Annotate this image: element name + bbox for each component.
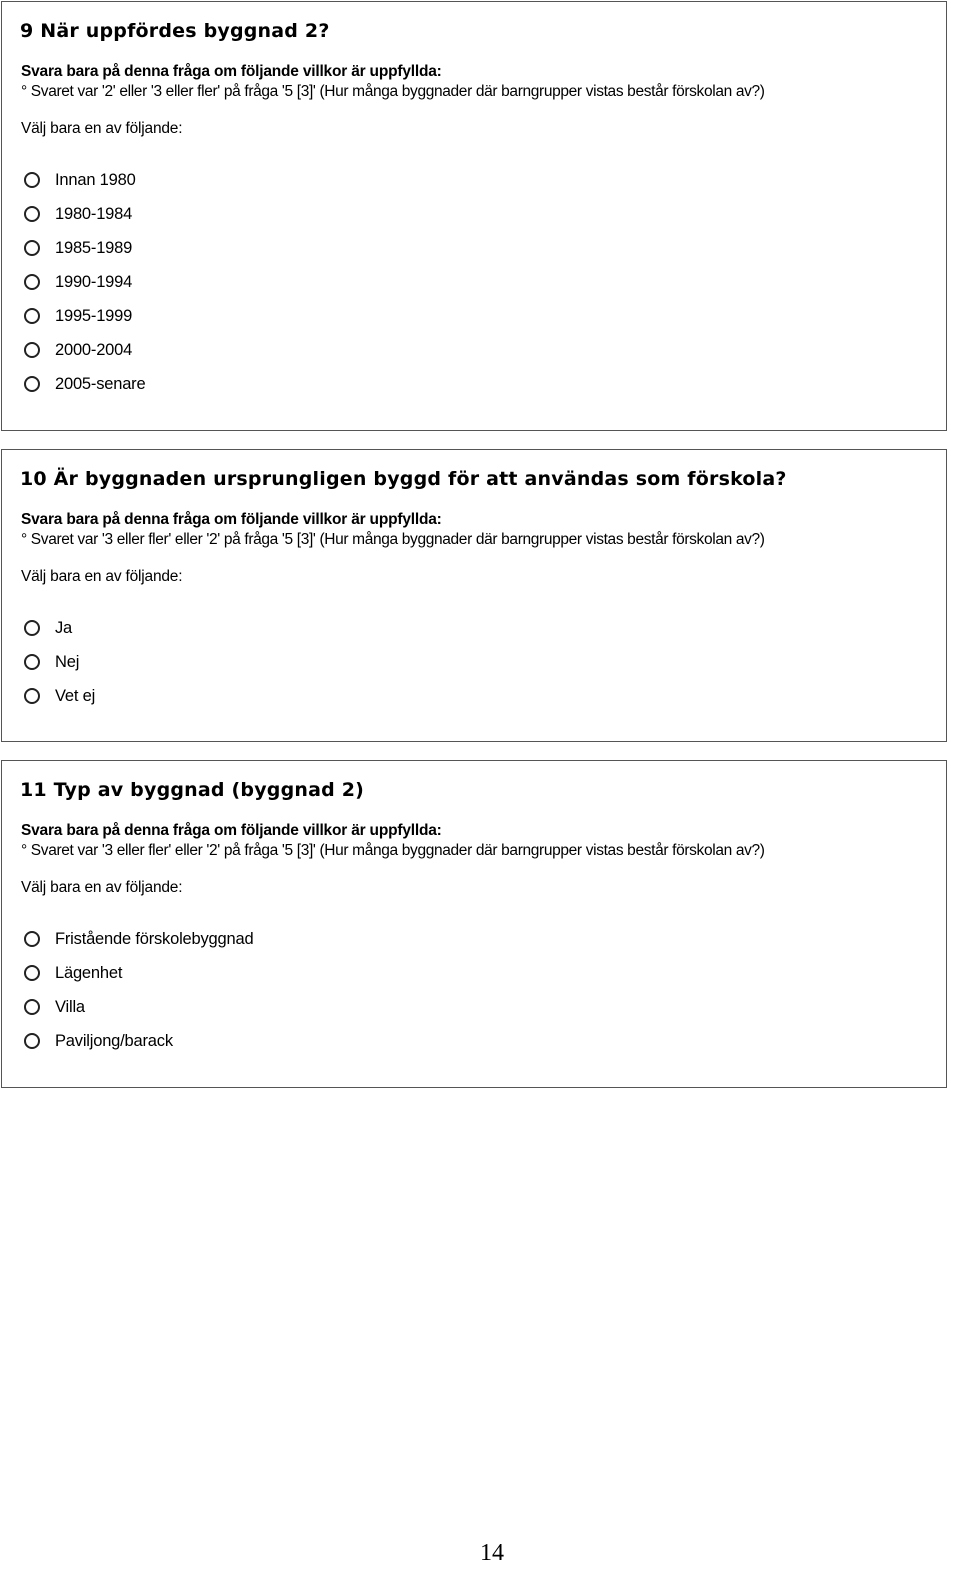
radio-option[interactable] <box>24 197 145 231</box>
radio-option[interactable] <box>24 990 253 1024</box>
question-title: 11 Typ av byggnad (byggnad 2) <box>20 779 365 801</box>
option-label: Paviljong/barack <box>55 1031 173 1050</box>
question-title: 9 När uppfördes byggnad 2? <box>20 20 330 42</box>
radio-option[interactable] <box>24 956 253 990</box>
question-10-box <box>1 449 947 742</box>
condition-text: ° Svaret var '3 eller fler' eller '2' på fråga '5 [3]' (Hur många byggnader där barngrupper vistas består förskolan av?) <box>21 531 765 548</box>
option-list <box>24 922 253 1058</box>
radio-button[interactable] <box>24 274 40 290</box>
instruction-text: Välj bara en av följande: <box>21 568 183 585</box>
condition-heading: Svara bara på denna fråga om följande villkor är uppfyllda: <box>21 63 442 80</box>
option-label: Villa <box>55 997 85 1016</box>
radio-button[interactable] <box>24 240 40 256</box>
page-number: 14 <box>480 1540 504 1566</box>
radio-button[interactable] <box>24 620 40 636</box>
radio-button[interactable] <box>24 342 40 358</box>
condition-heading: Svara bara på denna fråga om följande villkor är uppfyllda: <box>21 822 442 839</box>
option-label: Fristående förskolebyggnad <box>55 929 254 948</box>
question-title: 10 Är byggnaden ursprungligen byggd för att användas som förskola? <box>20 468 787 490</box>
radio-button[interactable] <box>24 688 40 704</box>
option-label: 2005-senare <box>55 374 146 393</box>
radio-option[interactable] <box>24 231 145 265</box>
question-11-box <box>1 760 947 1088</box>
instruction-text: Välj bara en av följande: <box>21 879 183 896</box>
option-label: Innan 1980 <box>55 170 136 189</box>
radio-button[interactable] <box>24 206 40 222</box>
condition-heading: Svara bara på denna fråga om följande villkor är uppfyllda: <box>21 511 442 528</box>
radio-button[interactable] <box>24 965 40 981</box>
radio-option[interactable] <box>24 679 95 713</box>
option-label: 1985-1989 <box>55 238 133 257</box>
radio-option[interactable] <box>24 299 145 333</box>
option-list <box>24 163 145 401</box>
option-label: 1995-1999 <box>55 306 133 325</box>
question-9-box <box>1 1 947 431</box>
option-label: Nej <box>55 652 80 671</box>
option-label: 2000-2004 <box>55 340 133 359</box>
radio-button[interactable] <box>24 999 40 1015</box>
condition-text: ° Svaret var '3 eller fler' eller '2' på fråga '5 [3]' (Hur många byggnader där barngrupper vistas består förskolan av?) <box>21 842 765 859</box>
radio-option[interactable] <box>24 1024 253 1058</box>
instruction-text: Välj bara en av följande: <box>21 120 183 137</box>
radio-button[interactable] <box>24 931 40 947</box>
condition-text: ° Svaret var '2' eller '3 eller fler' på fråga '5 [3]' (Hur många byggnader där barngrupper vistas består förskolan av?) <box>21 83 765 100</box>
radio-button[interactable] <box>24 1033 40 1049</box>
radio-option[interactable] <box>24 645 95 679</box>
radio-option[interactable] <box>24 333 145 367</box>
option-list <box>24 611 95 713</box>
radio-button[interactable] <box>24 376 40 392</box>
radio-option[interactable] <box>24 367 145 401</box>
radio-button[interactable] <box>24 308 40 324</box>
option-label: 1990-1994 <box>55 272 133 291</box>
option-label: Vet ej <box>55 686 96 705</box>
radio-option[interactable] <box>24 611 95 645</box>
option-label: 1980-1984 <box>55 204 133 223</box>
radio-button[interactable] <box>24 172 40 188</box>
radio-option[interactable] <box>24 163 145 197</box>
radio-option[interactable] <box>24 922 253 956</box>
option-label: Ja <box>55 618 73 637</box>
radio-option[interactable] <box>24 265 145 299</box>
radio-button[interactable] <box>24 654 40 670</box>
option-label: Lägenhet <box>55 963 123 982</box>
